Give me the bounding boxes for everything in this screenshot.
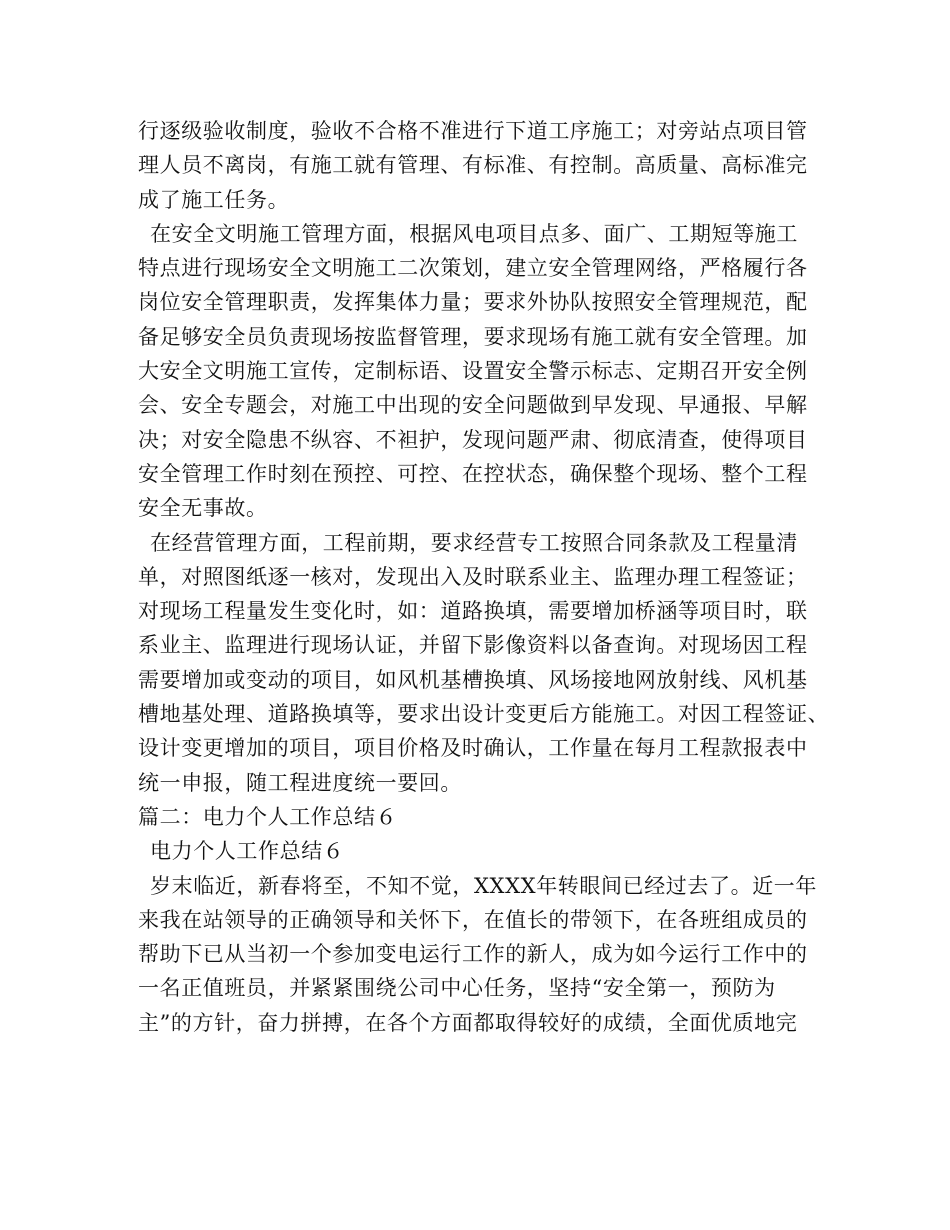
- text-line: 特点进行现场安全文明施工二次策划，建立安全管理网络，严格履行各: [138, 256, 808, 281]
- text-line: 备足够安全员负责现场按监督管理，要求现场有施工就有安全管理。加: [138, 324, 808, 349]
- text-line: 对现场工程量发生变化时，如：道路换填，需要增加桥涵等项目时，联: [138, 599, 808, 624]
- text-line: 行逐级验收制度，验收不合格不准进行下道工序施工；对旁站点项目管: [138, 119, 808, 143]
- paragraph-start-line: 在安全文明施工管理方面，根据风电项目点多、面广、工期短等施工: [150, 221, 798, 246]
- text-line: 一名正值班员，并紧紧围绕公司中心任务，坚持“安全第一，预防为: [138, 976, 776, 1001]
- document-body: [138, 114, 828, 1040]
- text-line: 设计变更增加的项目，项目价格及时确认，工作量在每月工程款报表中: [138, 736, 808, 761]
- text-line: 单，对照图纸逐一核对，发现出入及时联系业主、监理办理工程签证；: [138, 564, 808, 589]
- text-line: 安全管理工作时刻在预控、可控、在控状态，确保整个现场、整个工程: [138, 461, 808, 486]
- text-line: 主”的方针，奋力拼搏，在各个方面都取得较好的成绩，全面优质地完: [138, 1010, 798, 1035]
- text-line: 会、安全专题会，对施工中出现的安全问题做到早发现、早通报、早解: [138, 393, 808, 418]
- text-line: 系业主、监理进行现场认证，并留下影像资料以备查询。对现场因工程: [138, 633, 808, 658]
- text-line: 槽地基处理、道路换填等，要求出设计变更后方能施工。对因工程签证、: [138, 702, 830, 727]
- text-line: 岗位安全管理职责，发挥集体力量；要求外协队按照安全管理规范，配: [138, 290, 808, 315]
- text-line: 决；对安全隐患不纵容、不袒护，发现问题严肃、彻底清查，使得项目: [138, 427, 808, 452]
- text-line: 帮助下已从当初一个参加变电运行工作的新人，成为如今运行工作中的: [138, 942, 808, 967]
- paragraph-start-line: 岁末临近，新春将至，不知不觉，XXXX年转眼间已经过去了。近一年: [150, 873, 817, 898]
- text-line: 安全无事故。: [138, 496, 268, 521]
- text-line: 统一申报，随工程进度统一要回。: [138, 770, 462, 795]
- text-line: 来我在站领导的正确领导和关怀下，在值长的带领下，在各班组成员的: [138, 907, 808, 932]
- text-line: 需要增加或变动的项目，如风机基槽换填、风场接地网放射线、风机基: [138, 667, 808, 692]
- text-line: 理人员不离岗，有施工就有管理、有标准、有控制。高质量、高标准完: [138, 153, 808, 178]
- text-line: 大安全文明施工宣传，定制标语、设置安全警示标志、定期召开安全例: [138, 359, 808, 384]
- section-title: 电力个人工作总结６: [150, 839, 345, 864]
- section-heading: 篇二：电力个人工作总结６: [138, 804, 398, 829]
- paragraph-start-line: 在经营管理方面，工程前期，要求经营专工按照合同条款及工程量清: [150, 530, 798, 555]
- text-line: 成了施工任务。: [138, 187, 290, 212]
